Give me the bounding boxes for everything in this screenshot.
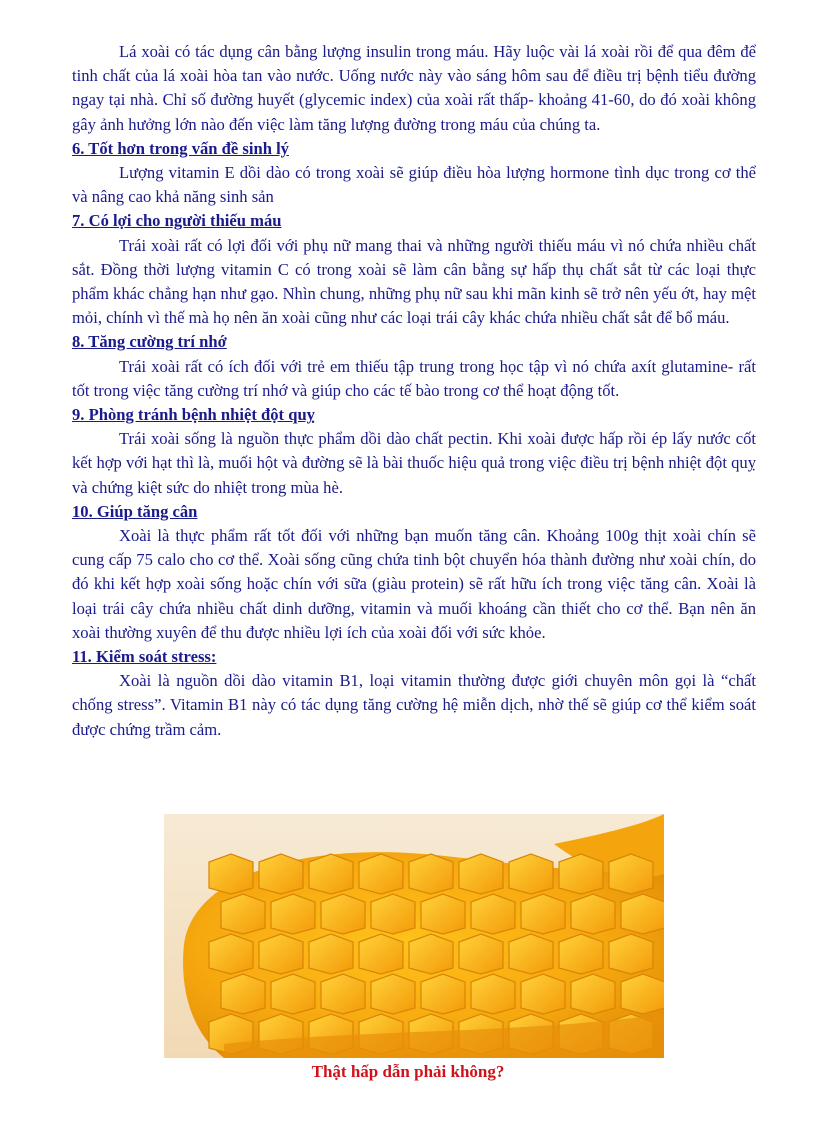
paragraph-6: Lượng vitamin E dồi dào có trong xoài sẽ giúp điều hòa lượng hormone tình dục trong cơ thể và nâng cao khả năng sinh sản xyxy=(72,163,756,207)
mango-cube xyxy=(309,854,353,894)
mango-cube xyxy=(371,974,415,1014)
mango-cube xyxy=(259,934,303,974)
mango-cube xyxy=(571,974,615,1014)
mango-cube xyxy=(509,934,553,974)
document-body xyxy=(72,40,756,742)
mango-cube xyxy=(359,934,403,974)
mango-cube xyxy=(371,894,415,934)
mango-cube xyxy=(609,934,653,974)
heading-11: 11. Kiểm soát stress: xyxy=(72,647,217,667)
mango-cube xyxy=(471,974,515,1014)
photo-caption: Thật hấp dẫn phải không? xyxy=(311,1062,505,1081)
mango-cube xyxy=(221,894,265,934)
mango-cube xyxy=(459,934,503,974)
mango-cube xyxy=(621,894,664,934)
mango-cube xyxy=(621,974,664,1014)
mango-cube xyxy=(409,854,453,894)
mango-cube xyxy=(271,974,315,1014)
mango-cube xyxy=(221,974,265,1014)
heading-10: 10. Giúp tăng cân xyxy=(72,501,198,521)
paragraph-insulin: Lá xoài có tác dụng cân bằng lượng insulin trong máu. Hãy luộc vài lá xoài rồi để qua đêm để tinh chất của lá xoài hòa tan vào nước. Uống nước này vào sáng hôm sau để điều trị bệnh tiểu đường ngay tại nhà. Chỉ số đường huyết (glycemic index) của xoài rất thấp- khoảng 41-60, do đó xoài không gây ảnh hưởng lớn nào đến việc làm tăng lượng đường trong máu của chúng ta. xyxy=(72,42,756,134)
paragraph-11: Xoài là nguồn dồi dào vitamin B1, loại vitamin thường được giới chuyên môn gọi là “chất chống stress”. Vitamin B1 này có tác dụng tăng cường hệ miễn dịch, nhờ thế sẽ giúp cơ thể kiểm soát được chứng trầm cảm. xyxy=(72,671,756,739)
mango-cube xyxy=(271,894,315,934)
mango-photo xyxy=(164,814,664,1058)
mango-cube xyxy=(471,894,515,934)
mango-cube xyxy=(409,934,453,974)
mango-cube xyxy=(421,974,465,1014)
mango-cube xyxy=(559,934,603,974)
mango-cube xyxy=(309,934,353,974)
mango-cube xyxy=(321,974,365,1014)
mango-cube xyxy=(571,894,615,934)
heading-7: 7. Có lợi cho người thiếu máu xyxy=(72,211,282,231)
mango-cube xyxy=(259,854,303,894)
mango-cube xyxy=(509,854,553,894)
mango-cube xyxy=(209,854,253,894)
mango-cube xyxy=(609,854,653,894)
heading-8: 8. Tăng cường trí nhớ xyxy=(72,332,227,352)
mango-cube xyxy=(521,974,565,1014)
mango-cube xyxy=(559,854,603,894)
mango-cube xyxy=(359,854,403,894)
mango-cube xyxy=(209,934,253,974)
paragraph-10: Xoài là thực phẩm rất tốt đối với những bạn muốn tăng cân. Khoảng 100g thịt xoài chín sẽ cung cấp 75 calo cho cơ thể. Xoài sống cũng chứa tinh bột chuyển hóa thành đường như xoài chín, do đó khi kết hợp xoài sống hoặc chín với sữa (giàu protein) sẽ rất hữu ích trong việc tăng cân. Xoài là loại trái cây chứa nhiều chất dinh dưỡng, vitamin và muối khoáng cần thiết cho cơ thể. Bạn nên ăn xoài thường xuyên để thu được nhiều lợi ích của xoài đối với sức khỏe. xyxy=(72,526,756,642)
heading-9: 9. Phòng tránh bệnh nhiệt đột quỵ xyxy=(72,405,315,425)
mango-cube xyxy=(521,894,565,934)
paragraph-8: Trái xoài rất có ích đối với trẻ em thiếu tập trung trong học tập vì nó chứa axít glutamine- rất tốt trong việc tăng cường trí nhớ và giúp cho các tế bào trong cơ thể hoạt động tốt. xyxy=(72,356,756,400)
mango-cube xyxy=(459,854,503,894)
mango-photo-graphic xyxy=(164,814,664,1058)
mango-cube xyxy=(421,894,465,934)
paragraph-9: Trái xoài sống là nguồn thực phẩm dồi dào chất pectin. Khi xoài được hấp rồi ép lấy nước cốt kết hợp với hạt thì là, muối hột và đường sẽ là bài thuốc hiệu quả trong việc điều trị bệnh nhiệt đột quỵ và chứng kiệt sức do nhiệt trong mùa hè. xyxy=(72,429,756,497)
mango-cube xyxy=(321,894,365,934)
paragraph-7: Trái xoài rất có lợi đối với phụ nữ mang thai và những người thiếu máu vì nó chứa nhiều chất sắt. Đồng thời lượng vitamin C có trong xoài sẽ làm cân bằng sự hấp thụ chất sắt từ các loại thực phẩm khác chẳng hạn như gạo. Nhìn chung, những phụ nữ sau khi mãn kinh sẽ trở nên yếu ớt, hay mệt mỏi, chính vì thế mà họ nên ăn xoài cũng như các loại trái cây khác chứa nhiều chất sắt để bổ máu. xyxy=(72,235,756,328)
heading-6: 6. Tốt hơn trong vấn đề sinh lý xyxy=(72,138,289,158)
